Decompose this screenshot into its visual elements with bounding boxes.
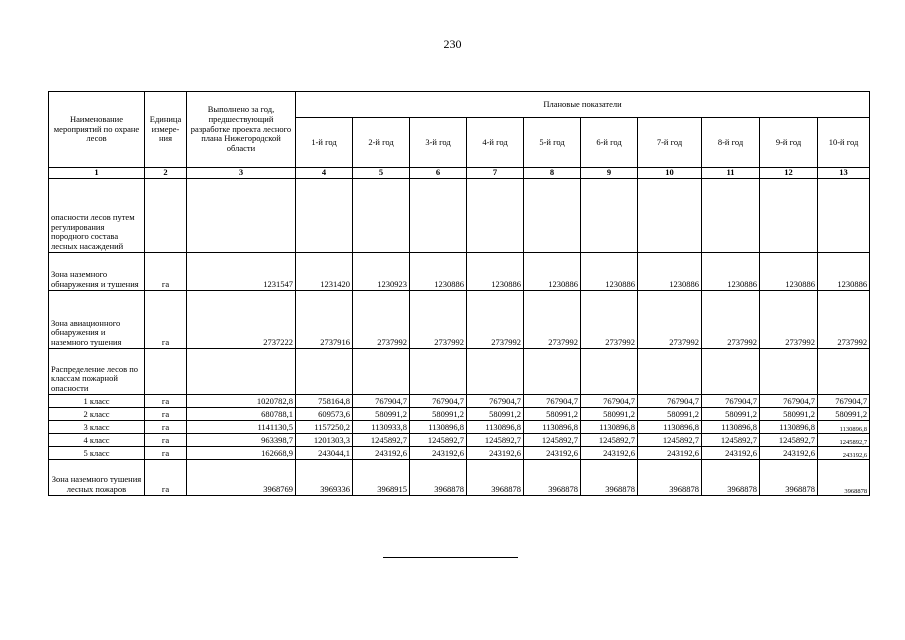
row-planned-value: [760, 179, 818, 253]
column-number: 5: [353, 168, 410, 179]
column-number: 12: [760, 168, 818, 179]
row-planned-value: 1230886: [818, 253, 870, 291]
row-planned-value: 1245892,7: [581, 434, 638, 447]
row-planned-value: 1245892,7: [702, 434, 760, 447]
row-planned-value: [760, 349, 818, 395]
row-planned-value: [702, 349, 760, 395]
row-planned-value: 243192,6: [524, 447, 581, 460]
table-row: [49, 434, 870, 447]
row-previous-value: 1141130,5: [187, 421, 296, 434]
row-planned-value: 767904,7: [638, 395, 702, 408]
row-planned-value: 1130896,8: [467, 421, 524, 434]
row-name: опасности лесов путем регулирования породного состава лесных насаждений: [49, 179, 145, 253]
row-planned-value: 243044,1: [296, 447, 353, 460]
row-planned-value: 3968878: [524, 460, 581, 496]
row-planned-value: [296, 179, 353, 253]
table-row: [49, 460, 870, 496]
row-planned-value: 1130896,8: [702, 421, 760, 434]
row-planned-value: 2737992: [702, 291, 760, 349]
row-planned-value: 3969336: [296, 460, 353, 496]
row-planned-value: [581, 179, 638, 253]
row-planned-value: 767904,7: [410, 395, 467, 408]
row-planned-value: [410, 179, 467, 253]
row-previous-value: 1020782,8: [187, 395, 296, 408]
row-planned-value: 2737992: [467, 291, 524, 349]
row-planned-value: 1130896,8: [638, 421, 702, 434]
row-planned-value: 767904,7: [353, 395, 410, 408]
row-planned-value: 767904,7: [467, 395, 524, 408]
row-name: Зона авиационного обнаружения и наземного тушения: [49, 291, 145, 349]
row-planned-value: [467, 349, 524, 395]
row-name: 3 класс: [49, 421, 145, 434]
header-previous-year: Выполнено за год, предшествующий разработке проекта лесного плана Нижегородской области: [187, 92, 296, 168]
table-row: [49, 349, 870, 395]
row-planned-value: [296, 349, 353, 395]
row-unit: га: [145, 434, 187, 447]
row-unit: га: [145, 253, 187, 291]
row-planned-value: 1230886: [524, 253, 581, 291]
row-previous-value: [187, 179, 296, 253]
row-previous-value: [187, 349, 296, 395]
column-number: 11: [702, 168, 760, 179]
row-name: Зона наземного обнаружения и тушения: [49, 253, 145, 291]
row-planned-value: 1230886: [638, 253, 702, 291]
row-planned-value: 243192,6: [760, 447, 818, 460]
row-name: 5 класс: [49, 447, 145, 460]
row-planned-value: 580991,2: [524, 408, 581, 421]
row-planned-value: [410, 349, 467, 395]
row-unit: [145, 349, 187, 395]
row-planned-value: 243192,6: [638, 447, 702, 460]
row-planned-value: [581, 349, 638, 395]
header-year: 7-й год: [638, 118, 702, 168]
row-name: Распределение лесов по классам пожарной опасности: [49, 349, 145, 395]
row-planned-value: [353, 349, 410, 395]
row-planned-value: 243192,6: [702, 447, 760, 460]
column-number: 1: [49, 168, 145, 179]
row-previous-value: 2737222: [187, 291, 296, 349]
row-planned-value: 1130933,8: [353, 421, 410, 434]
row-planned-value: 758164,8: [296, 395, 353, 408]
row-planned-value: 580991,2: [467, 408, 524, 421]
row-planned-value: 1130896,8: [818, 421, 870, 434]
row-planned-value: 1245892,7: [760, 434, 818, 447]
row-planned-value: 2737916: [296, 291, 353, 349]
row-planned-value: 767904,7: [702, 395, 760, 408]
row-planned-value: [524, 179, 581, 253]
table-row: [49, 447, 870, 460]
row-planned-value: 1230886: [581, 253, 638, 291]
row-planned-value: 580991,2: [702, 408, 760, 421]
row-planned-value: 767904,7: [524, 395, 581, 408]
row-planned-value: 2737992: [410, 291, 467, 349]
header-year: 9-й год: [760, 118, 818, 168]
row-planned-value: 3968878: [638, 460, 702, 496]
header-year: 2-й год: [353, 118, 410, 168]
row-planned-value: [818, 179, 870, 253]
row-planned-value: [467, 179, 524, 253]
header-year: 6-й год: [581, 118, 638, 168]
column-number: 2: [145, 168, 187, 179]
row-unit: га: [145, 447, 187, 460]
row-planned-value: 3968915: [353, 460, 410, 496]
row-planned-value: [702, 179, 760, 253]
row-planned-value: 767904,7: [818, 395, 870, 408]
row-planned-value: 767904,7: [760, 395, 818, 408]
table-row: [49, 253, 870, 291]
row-planned-value: 2737992: [353, 291, 410, 349]
row-planned-value: 1230886: [467, 253, 524, 291]
table-row: [49, 408, 870, 421]
row-unit: [145, 179, 187, 253]
row-unit: га: [145, 291, 187, 349]
row-name: 4 класс: [49, 434, 145, 447]
row-planned-value: [818, 349, 870, 395]
row-planned-value: 3968878: [410, 460, 467, 496]
row-planned-value: 1245892,7: [353, 434, 410, 447]
column-number: 6: [410, 168, 467, 179]
header-unit: Единица измере-ния: [145, 92, 187, 168]
column-number: 4: [296, 168, 353, 179]
table-row: [49, 291, 870, 349]
row-planned-value: 580991,2: [410, 408, 467, 421]
row-planned-value: 1201303,3: [296, 434, 353, 447]
header-year: 10-й год: [818, 118, 870, 168]
row-planned-value: 2737992: [818, 291, 870, 349]
row-planned-value: 243192,6: [581, 447, 638, 460]
column-number: 9: [581, 168, 638, 179]
row-planned-value: 1130896,8: [760, 421, 818, 434]
row-planned-value: 243192,6: [353, 447, 410, 460]
row-planned-value: 1130896,8: [524, 421, 581, 434]
footer-rule: [383, 557, 518, 558]
row-planned-value: 1245892,7: [410, 434, 467, 447]
header-year: 4-й год: [467, 118, 524, 168]
row-planned-value: 1230886: [760, 253, 818, 291]
row-planned-value: 243192,6: [467, 447, 524, 460]
row-unit: га: [145, 395, 187, 408]
header-year: 1-й год: [296, 118, 353, 168]
page-number: 230: [443, 37, 462, 51]
row-planned-value: 580991,2: [581, 408, 638, 421]
row-planned-value: 3968878: [760, 460, 818, 496]
row-unit: га: [145, 408, 187, 421]
row-planned-value: 2737992: [581, 291, 638, 349]
header-year: 8-й год: [702, 118, 760, 168]
table-row: [49, 421, 870, 434]
header-year: 5-й год: [524, 118, 581, 168]
column-number: 8: [524, 168, 581, 179]
row-planned-value: 2737992: [638, 291, 702, 349]
row-planned-value: 1245892,7: [818, 434, 870, 447]
forest-protection-table: [48, 91, 870, 496]
row-planned-value: 1130896,8: [581, 421, 638, 434]
row-planned-value: 767904,7: [581, 395, 638, 408]
row-previous-value: 680788,1: [187, 408, 296, 421]
row-planned-value: 580991,2: [353, 408, 410, 421]
row-planned-value: 3968878: [581, 460, 638, 496]
row-planned-value: 3968878: [818, 460, 870, 496]
row-planned-value: [638, 179, 702, 253]
column-number: 3: [187, 168, 296, 179]
row-planned-value: [524, 349, 581, 395]
row-planned-value: 1130896,8: [410, 421, 467, 434]
header-planned: Плановые показатели: [296, 92, 870, 118]
row-planned-value: [353, 179, 410, 253]
row-planned-value: 1230923: [353, 253, 410, 291]
row-planned-value: 2737992: [524, 291, 581, 349]
column-number: 10: [638, 168, 702, 179]
row-unit: га: [145, 460, 187, 496]
row-unit: га: [145, 421, 187, 434]
row-planned-value: 243192,6: [818, 447, 870, 460]
row-planned-value: 2737992: [760, 291, 818, 349]
row-planned-value: 1245892,7: [524, 434, 581, 447]
row-planned-value: 1245892,7: [638, 434, 702, 447]
row-name: 2 класс: [49, 408, 145, 421]
row-previous-value: 162668,9: [187, 447, 296, 460]
header-year: 3-й год: [410, 118, 467, 168]
column-number: 13: [818, 168, 870, 179]
row-previous-value: 3968769: [187, 460, 296, 496]
row-previous-value: 1231547: [187, 253, 296, 291]
row-planned-value: 580991,2: [638, 408, 702, 421]
row-planned-value: [638, 349, 702, 395]
column-number: 7: [467, 168, 524, 179]
column-numbers-row: [49, 168, 870, 179]
row-planned-value: 1230886: [702, 253, 760, 291]
row-planned-value: 580991,2: [818, 408, 870, 421]
row-planned-value: 3968878: [467, 460, 524, 496]
row-planned-value: 3968878: [702, 460, 760, 496]
row-planned-value: 1230886: [410, 253, 467, 291]
row-planned-value: 1231420: [296, 253, 353, 291]
row-planned-value: 243192,6: [410, 447, 467, 460]
row-name: Зона наземного тушения лесных пожаров: [49, 460, 145, 496]
row-previous-value: 963398,7: [187, 434, 296, 447]
row-planned-value: 1157250,2: [296, 421, 353, 434]
table-body: [49, 179, 870, 496]
table-row: [49, 179, 870, 253]
row-name: 1 класс: [49, 395, 145, 408]
row-planned-value: 1245892,7: [467, 434, 524, 447]
header-name: Наименование мероприятий по охране лесов: [49, 92, 145, 168]
table-row: [49, 395, 870, 408]
row-planned-value: 580991,2: [760, 408, 818, 421]
row-planned-value: 609573,6: [296, 408, 353, 421]
